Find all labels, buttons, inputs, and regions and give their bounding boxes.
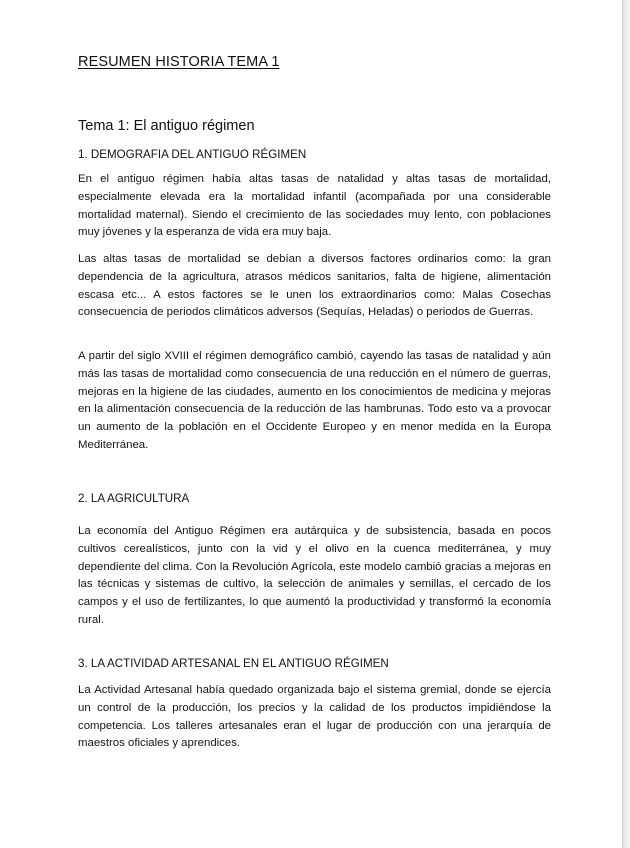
page-edge — [623, 0, 630, 848]
document-title: RESUMEN HISTORIA TEMA 1 — [78, 54, 280, 70]
paragraph-demografia-1: En el antiguo régimen había altas tasas de natalidad y altas tasas de mortalidad, especialmente elevada era la mortalidad infantil (acompañada por una considerable mortalidad maternal). Siendo el crecimiento de las sociedades muy lento, con poblaciones muy jóvenes y la esperanza de vida era muy baja. — [78, 173, 551, 239]
section-heading-demografia: 1. DEMOGRAFIA DEL ANTIGUO RÉGIMEN — [78, 148, 307, 161]
theme-title: Tema 1: El antiguo régimen — [78, 118, 255, 134]
paragraph-agricultura-1: La economía del Antiguo Régimen era autárquica y de subsistencia, basada en pocos cultivos cerealísticos, junto con la vid y el olivo en la cuenca mediterránea, y muy dependiente del clima. Con la Revolución Agrícola, este modelo cambió gracias a mejoras en las técnicas y sistemas de cultivo, la selección de animales y semillas, el cercado de los campos y el uso de fertilizantes, lo que aumentó la productividad y transformó la economía rural. — [78, 525, 551, 626]
paragraph-artesanal-1: La Actividad Artesanal había quedado organizada bajo el sistema gremial, donde se ejercía un control de la producción, los precios y la calidad de los productos impidiéndose la competencia. Los talleres artesanales eran el lugar de producción con una jerarquía de maestros oficiales y aprendices. — [78, 684, 551, 750]
section-heading-agricultura: 2. LA AGRICULTURA — [78, 492, 190, 505]
section-heading-artesanal: 3. LA ACTIVIDAD ARTESANAL EN EL ANTIGUO RÉGIMEN — [78, 657, 389, 670]
paragraph-demografia-3: A partir del siglo XVIII el régimen demográfico cambió, cayendo las tasas de natalidad y aún más las tasas de mortalidad como consecuencia de una reducción en el número de guerras, mejoras en la higiene de las ciudades, aumento en los conocimientos de medicina y mejoras en la alimentación consecuencia de la reducción de las hambrunas. Todo esto va a provocar un aumento de la población en el Occidente Europeo y en menor medida en la Europa Mediterránea. — [78, 350, 551, 451]
paragraph-demografia-2: Las altas tasas de mortalidad se debían a diversos factores ordinarios como: la gran dependencia de la agricultura, atrasos médicos sanitarios, falta de higiene, alimentación escasa etc... A estos factores se le unen los extraordinarios como: Malas Cosechas consecuencia de periodos climáticos adversos (Sequías, Heladas) o periodos de Guerras. — [78, 253, 551, 319]
